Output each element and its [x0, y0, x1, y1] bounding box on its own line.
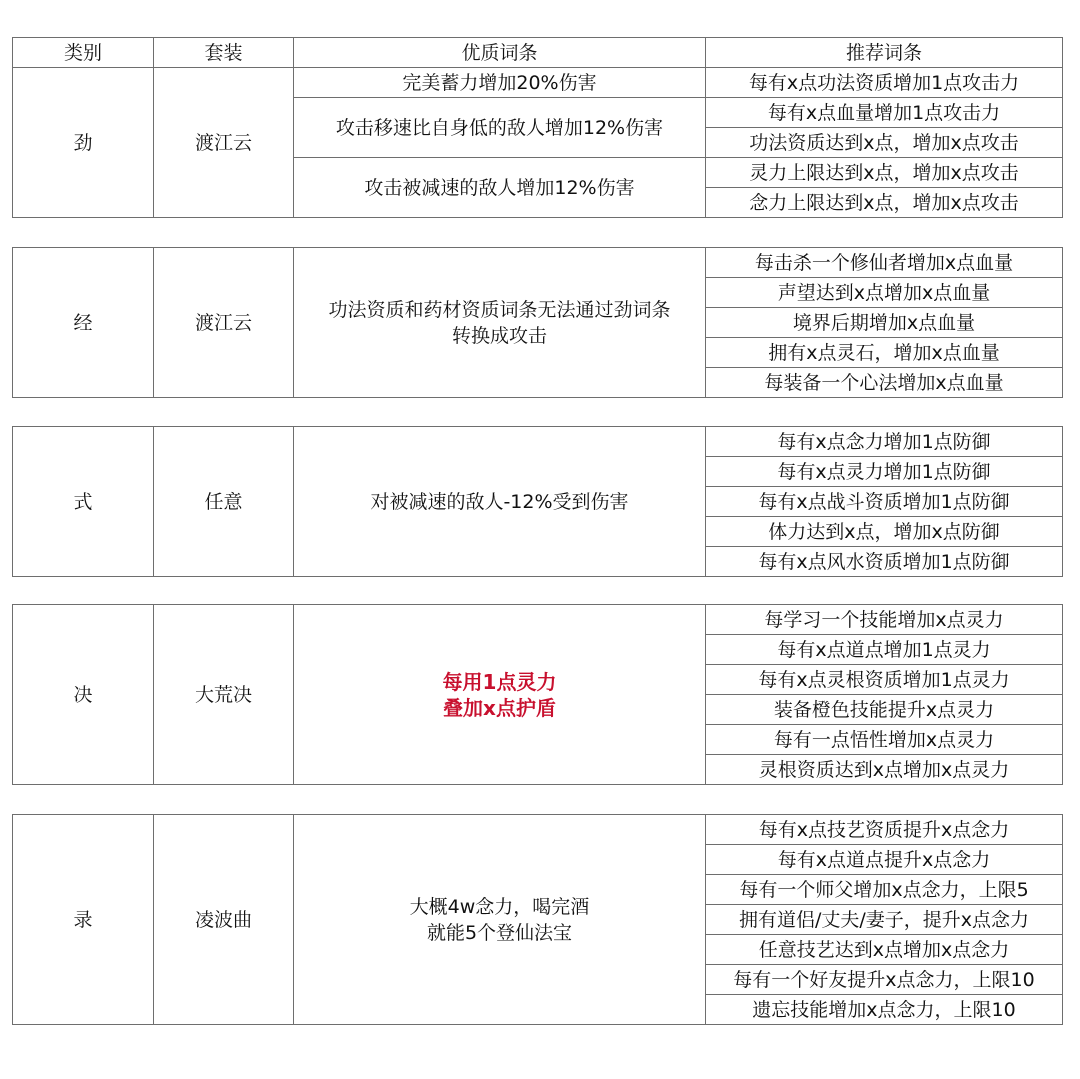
recommended-cell: 每有x点风水资质增加1点防御	[706, 547, 1063, 577]
set-cell: 渡江云	[154, 68, 294, 218]
recommended-cell: 每有一个好友提升x点念力，上限10	[706, 965, 1063, 995]
table-section-jin	[12, 37, 1063, 218]
quality-line: 功法资质和药材资质词条无法通过劲词条	[328, 298, 671, 321]
recommended-cell: 拥有x点灵石，增加x点血量	[706, 338, 1063, 368]
set-cell: 凌波曲	[154, 815, 294, 1025]
recommended-cell: 每有一点悟性增加x点灵力	[706, 725, 1063, 755]
category-cell: 录	[13, 815, 154, 1025]
recommended-cell: 遗忘技能增加x点念力，上限10	[706, 995, 1063, 1025]
category-cell: 经	[13, 248, 154, 398]
recommended-cell: 每有x点技艺资质提升x点念力	[706, 815, 1063, 845]
recommended-cell: 每有x点灵力增加1点防御	[706, 457, 1063, 487]
header-quality: 优质词条	[294, 38, 706, 68]
table-row	[13, 605, 1063, 635]
table-section-jing	[12, 247, 1063, 398]
quality-line: 大概4w念力，喝完酒	[409, 895, 590, 918]
quality-cell: 攻击被减速的敌人增加12%伤害	[294, 158, 706, 218]
category-cell: 决	[13, 605, 154, 785]
recommended-cell: 灵根资质达到x点增加x点灵力	[706, 755, 1063, 785]
recommended-cell: 功法资质达到x点，增加x点攻击	[706, 128, 1063, 158]
set-cell: 任意	[154, 427, 294, 577]
recommended-cell: 境界后期增加x点血量	[706, 308, 1063, 338]
recommended-cell: 拥有道侣/丈夫/妻子，提升x点念力	[706, 905, 1063, 935]
table-section-lu	[12, 814, 1063, 1025]
recommended-cell: 装备橙色技能提升x点灵力	[706, 695, 1063, 725]
category-cell: 式	[13, 427, 154, 577]
table-row	[13, 68, 1063, 98]
recommended-cell: 念力上限达到x点，增加x点攻击	[706, 188, 1063, 218]
quality-cell-highlight	[294, 605, 706, 785]
quality-cell: 对被减速的敌人-12%受到伤害	[294, 427, 706, 577]
recommended-cell: 每有x点功法资质增加1点攻击力	[706, 68, 1063, 98]
quality-line: 转换成攻击	[451, 324, 547, 347]
recommended-cell: 每学习一个技能增加x点灵力	[706, 605, 1063, 635]
header-row	[13, 38, 1063, 68]
recommended-cell: 每有x点战斗资质增加1点防御	[706, 487, 1063, 517]
recommended-cell: 体力达到x点，增加x点防御	[706, 517, 1063, 547]
table-row	[13, 427, 1063, 457]
table-section-shi	[12, 426, 1063, 577]
quality-cell	[294, 248, 706, 398]
set-cell: 渡江云	[154, 248, 294, 398]
quality-cell	[294, 815, 706, 1025]
header-category: 类别	[13, 38, 154, 68]
quality-line: 叠加x点护盾	[443, 695, 556, 720]
recommended-cell: 每有x点灵根资质增加1点灵力	[706, 665, 1063, 695]
header-recommended: 推荐词条	[706, 38, 1063, 68]
table-row	[13, 815, 1063, 845]
recommended-cell: 每有x点血量增加1点攻击力	[706, 98, 1063, 128]
set-cell: 大荒决	[154, 605, 294, 785]
quality-cell: 攻击移速比自身低的敌人增加12%伤害	[294, 98, 706, 158]
recommended-cell: 每有一个师父增加x点念力，上限5	[706, 875, 1063, 905]
quality-line: 就能5个登仙法宝	[426, 921, 573, 944]
quality-cell: 完美蓄力增加20%伤害	[294, 68, 706, 98]
header-set: 套装	[154, 38, 294, 68]
table-section-jue	[12, 604, 1063, 785]
quality-line: 每用1点灵力	[442, 669, 557, 694]
category-cell: 劲	[13, 68, 154, 218]
table-row	[13, 248, 1063, 278]
recommended-cell: 灵力上限达到x点，增加x点攻击	[706, 158, 1063, 188]
recommended-cell: 每装备一个心法增加x点血量	[706, 368, 1063, 398]
recommended-cell: 每击杀一个修仙者增加x点血量	[706, 248, 1063, 278]
recommended-cell: 声望达到x点增加x点血量	[706, 278, 1063, 308]
recommended-cell: 每有x点念力增加1点防御	[706, 427, 1063, 457]
recommended-cell: 每有x点道点提升x点念力	[706, 845, 1063, 875]
recommended-cell: 任意技艺达到x点增加x点念力	[706, 935, 1063, 965]
recommended-cell: 每有x点道点增加1点灵力	[706, 635, 1063, 665]
